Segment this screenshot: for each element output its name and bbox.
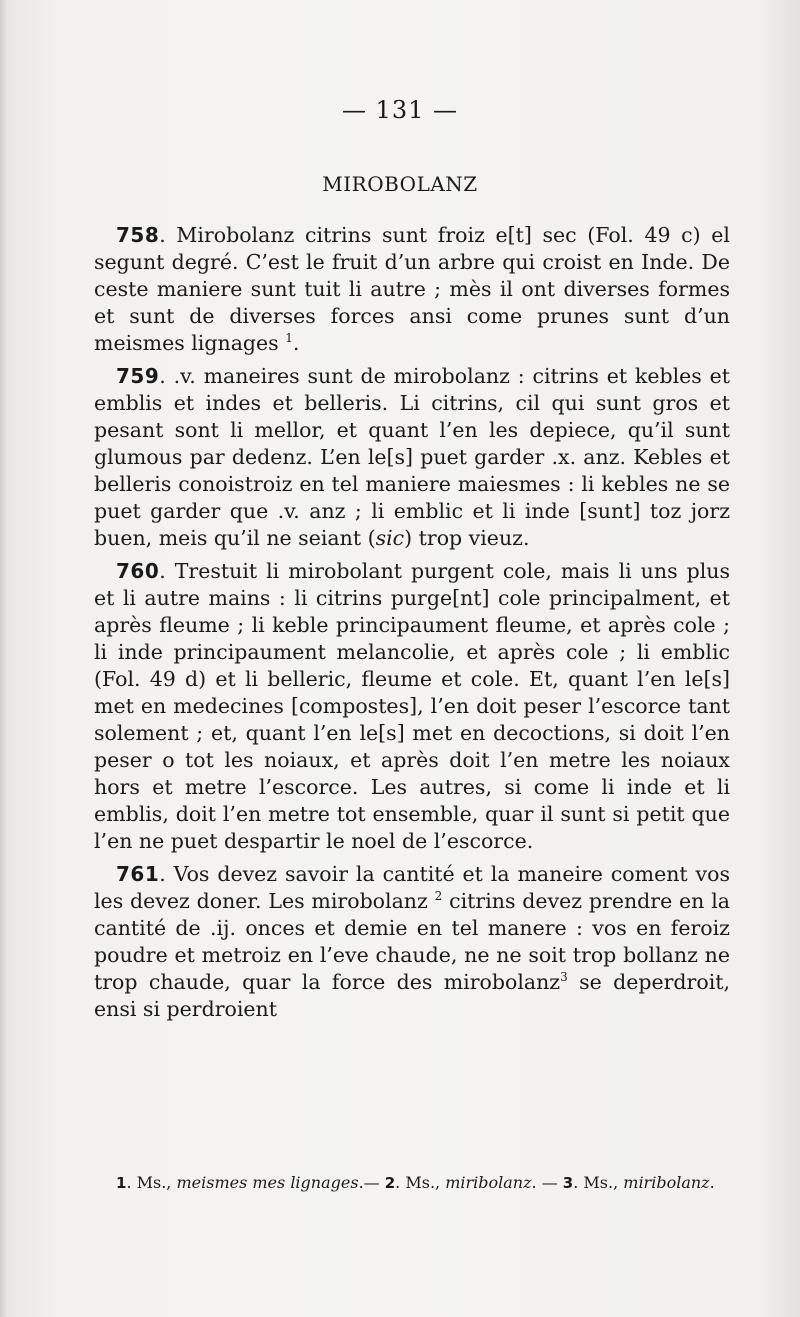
- paragraph-number: 760: [116, 559, 160, 583]
- footnote-ref: 3: [560, 970, 568, 984]
- paragraph-text: .: [292, 331, 300, 355]
- paragraph-text: . Trestuit li mirobolant purgent cole, mais li uns plus et li autre mains : li citrins purge[nt] cole principalment, et après fleume ; li keble principaument fleume, et après cole ; li inde principaument melancolie, et après cole ; li emblic (Fol. 49 d) et li belleric, fleume et cole. Et, quant l’en le[s] met en medecines [compostes], l’en doit peser l’escorce tant solement ; et, quant l’en le[s] met en decoctions, si doit l’en peser o tot les noiaux, et après doit l’en metre les noiaux hors et metre l’escorce. Les autres, si come li inde et li emblis, doit l’en metre tot ensemble, quar il sunt si petit que l’en ne puet despartir le noel de l’escorce.: [94, 559, 730, 853]
- paragraph-759: [94, 363, 730, 552]
- footnote-text: meismes mes lignages: [176, 1173, 359, 1192]
- footnote-number: 2: [384, 1174, 396, 1192]
- paragraph-760: [94, 558, 730, 855]
- footnote-ms: . Ms.,: [395, 1173, 446, 1192]
- paragraph-text: . .v. maneires sunt de mirobolanz : citrins et kebles et emblis et indes et belleris. Li citrins, cil qui sunt gros et pesant sont li mellor, et quant l’en les depiece, qu’il sunt glumous par dedenz. L’en le[s] puet garder .x. anz. Kebles et belleris conoistroiz en tel maniere maiesmes : li kebles ne se puet garder que .v. anz ; li emblic et li inde [sunt] toz jorz buen, meis qu’il ne seiant (: [94, 364, 730, 550]
- footnote-ms: . Ms.,: [126, 1173, 177, 1192]
- body-text: [94, 222, 730, 1029]
- footnote-number: 3: [562, 1174, 574, 1192]
- footnote-ref: 2: [434, 889, 443, 903]
- paragraph-761: [94, 861, 730, 1023]
- paragraph-text: . Vos devez savoir la cantité et la maneire coment vos les devez doner. Les mirobolanz: [94, 862, 730, 913]
- page-edge-shadow: [0, 0, 8, 1317]
- footnote-tail: .—: [358, 1173, 385, 1192]
- section-title: MIROBOLANZ: [322, 172, 478, 196]
- footnote-ref: 1: [285, 331, 293, 345]
- footnote-tail: .: [709, 1173, 715, 1192]
- paragraph-text: citrins devez prendre en la cantité de .ij. onces et demie en tel manere : vos en feroiz poudre et metroiz en l’eve chaude, ne ne soit trop bollanz ne trop chaude, quar la force des mirobolanz: [94, 889, 730, 994]
- paragraph-text: se deperdroit, ensi si perdroient: [94, 970, 731, 1021]
- paragraph-text: ) trop vieuz.: [404, 526, 530, 550]
- paragraph-number: 761: [116, 862, 160, 886]
- paragraph-number: 758: [116, 223, 160, 247]
- footnote-text: miribolanz: [623, 1173, 710, 1192]
- footnotes: [94, 1172, 730, 1194]
- footnote-tail: . —: [531, 1173, 563, 1192]
- footnote-text: miribolanz: [445, 1173, 532, 1192]
- footnote-number: 1: [116, 1174, 127, 1192]
- paragraph-number: 759: [116, 364, 160, 388]
- paragraph-text: . Mirobolanz citrins sunt froiz e[t] sec (Fol. 49 c) el segunt degré. C’est le fruit d’un arbre qui croist en Inde. De ceste maniere sunt tuit li autre ; mès il ont diverses formes et sunt de diverses forces ansi come prunes sunt d’un meismes lignages: [94, 223, 730, 355]
- page-number: — 131 —: [341, 96, 459, 124]
- footnote-ms: . Ms.,: [573, 1173, 624, 1192]
- paragraph-758: [94, 222, 730, 357]
- sic-italic: sic: [375, 526, 405, 550]
